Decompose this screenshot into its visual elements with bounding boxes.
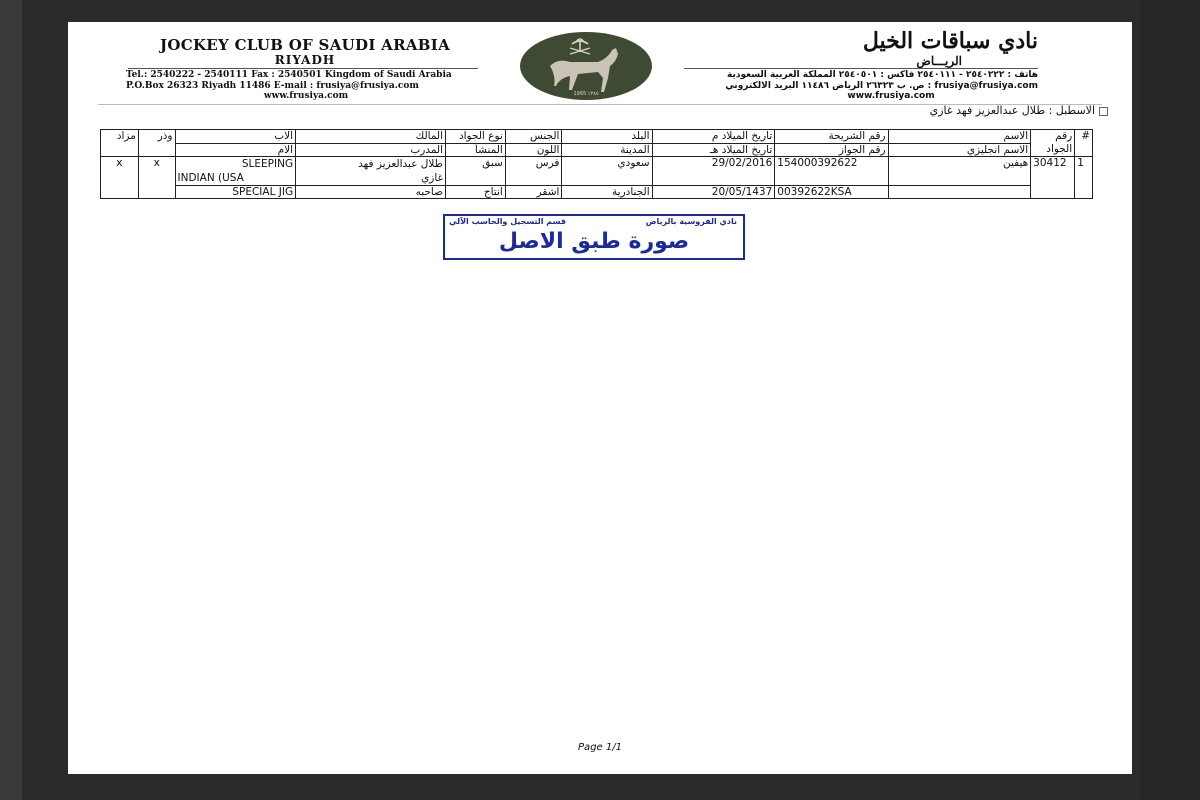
- checkbox-icon: [1099, 107, 1108, 116]
- cell-sire: [175, 157, 296, 186]
- cell-origin: انتاج: [446, 186, 506, 199]
- col-horse-no: رقم الجواد: [1031, 130, 1075, 157]
- cell-color: اشقر: [505, 186, 562, 199]
- header-en-subtitle: RIYADH: [274, 53, 336, 67]
- page-number: Page 1/1: [578, 742, 622, 753]
- cell-owner: [296, 157, 446, 186]
- header-en-contact: [126, 70, 486, 102]
- col-index: #: [1075, 130, 1093, 157]
- col-city: المدينة: [562, 143, 652, 157]
- cell-dob-g: 29/02/2016: [652, 157, 775, 186]
- header-ar-rule: [684, 68, 1038, 69]
- cell-name-en: [888, 186, 1031, 199]
- cell-wzr: x: [138, 157, 175, 199]
- table-header-row-1: [101, 130, 1093, 144]
- header-ar-contact: [684, 70, 1038, 102]
- col-name-en: الاسم انجليزي: [888, 143, 1031, 157]
- header-ar-title: نادي سباقات الخيل: [862, 28, 1038, 54]
- stable-label: الاسطبل : طلال عبدالعزيز فهد غازي: [929, 104, 1095, 117]
- header-ar-subtitle: الريـــاض: [916, 54, 962, 68]
- cell-country: سعودي: [562, 157, 652, 186]
- col-wzr: وذر: [138, 130, 175, 157]
- col-country: البلد: [562, 130, 652, 144]
- header-ar-line3: www.frusiya.com: [847, 91, 935, 101]
- certified-copy-stamp: [443, 214, 745, 260]
- cell-city: الجنادرية: [562, 186, 652, 199]
- header-en-line3: www.frusiya.com: [263, 91, 349, 101]
- stamp-main-text: صورة طبق الاصل: [498, 229, 690, 254]
- col-chip: رقم الشريحة: [775, 130, 888, 144]
- stamp-top-left: قسم التسجيل والحاسب الآلي: [449, 217, 566, 226]
- viewer-left-edge: [0, 0, 22, 800]
- cell-sire-line1: SLEEPING: [241, 158, 294, 170]
- table-header-row-2: [101, 143, 1093, 157]
- cell-owner-line1: طلال عبدالعزيز فهد: [358, 158, 444, 170]
- logo-year: 1965 ١٣٨٥: [573, 91, 599, 97]
- col-auction: مزاد: [101, 130, 139, 157]
- cell-horse-no: 30412: [1031, 157, 1075, 199]
- stamp-header: [449, 217, 737, 226]
- cell-chip: 154000392622: [775, 157, 888, 186]
- cell-index: 1: [1075, 157, 1093, 199]
- cell-owner-line2: غازي: [421, 172, 444, 184]
- col-passport: رقم الجواز: [775, 143, 888, 157]
- cell-type: سبق: [446, 157, 506, 186]
- header-ar-line1: هاتف : ٢٥٤٠٢٢٢ - ٢٥٤٠١١١ فاكس : ٢٥٤٠٥٠١ المملكة العربية السعودية: [727, 70, 1038, 80]
- table-row: [101, 186, 1093, 199]
- col-owner: المالك: [296, 130, 446, 144]
- col-type: نوع الجواد: [446, 130, 506, 144]
- cell-dam: SPECIAL JIG: [175, 186, 296, 199]
- col-name: الاسم: [888, 130, 1031, 144]
- cell-dob-h: 20/05/1437: [652, 186, 775, 199]
- cell-auction: x: [101, 157, 139, 199]
- col-dob-h: تاريخ الميلاد هـ: [652, 143, 775, 157]
- col-origin: المنشأ: [446, 143, 506, 157]
- col-sire: الاب: [175, 130, 296, 144]
- header-en-line1: Tel.: 2540222 - 2540111 Fax : 2540501 Kingdom of Saudi Arabia: [126, 70, 452, 80]
- cell-name-ar: هيفين: [888, 157, 1031, 186]
- document-page: [68, 22, 1132, 774]
- club-logo: [520, 32, 652, 100]
- col-dam: الام: [175, 143, 296, 157]
- cell-sire-line2: INDIAN (USA: [177, 172, 244, 184]
- header-ar-line2: ص. ب ٢٦٣٢٣ الرياض ١١٤٨٦ البريد الالكتروني : frusiya@frusiya.com: [725, 80, 1038, 91]
- stamp-top-right: نادي الفروسية بالرياض: [645, 217, 737, 226]
- horse-table: [100, 129, 1093, 199]
- stable-owner: [808, 104, 1108, 117]
- col-color: اللون: [505, 143, 562, 157]
- header-en-title: JOCKEY CLUB OF SAUDI ARABIA: [159, 36, 451, 54]
- cell-passport: 00392622KSA: [775, 186, 888, 199]
- table-row: [101, 157, 1093, 186]
- col-sex: الجنس: [505, 130, 562, 144]
- header-en-line2: P.O.Box 26323 Riyadh 11486 E-mail : frusiya@frusiya.com: [126, 80, 419, 91]
- viewer-scrollbar[interactable]: [1140, 0, 1200, 800]
- header-en-rule: [128, 68, 478, 69]
- col-dob-g: تاريخ الميلاد م: [652, 130, 775, 144]
- col-trainer: المدرب: [296, 143, 446, 157]
- cell-sex: فرس: [505, 157, 562, 186]
- cell-trainer: صاحبه: [296, 186, 446, 199]
